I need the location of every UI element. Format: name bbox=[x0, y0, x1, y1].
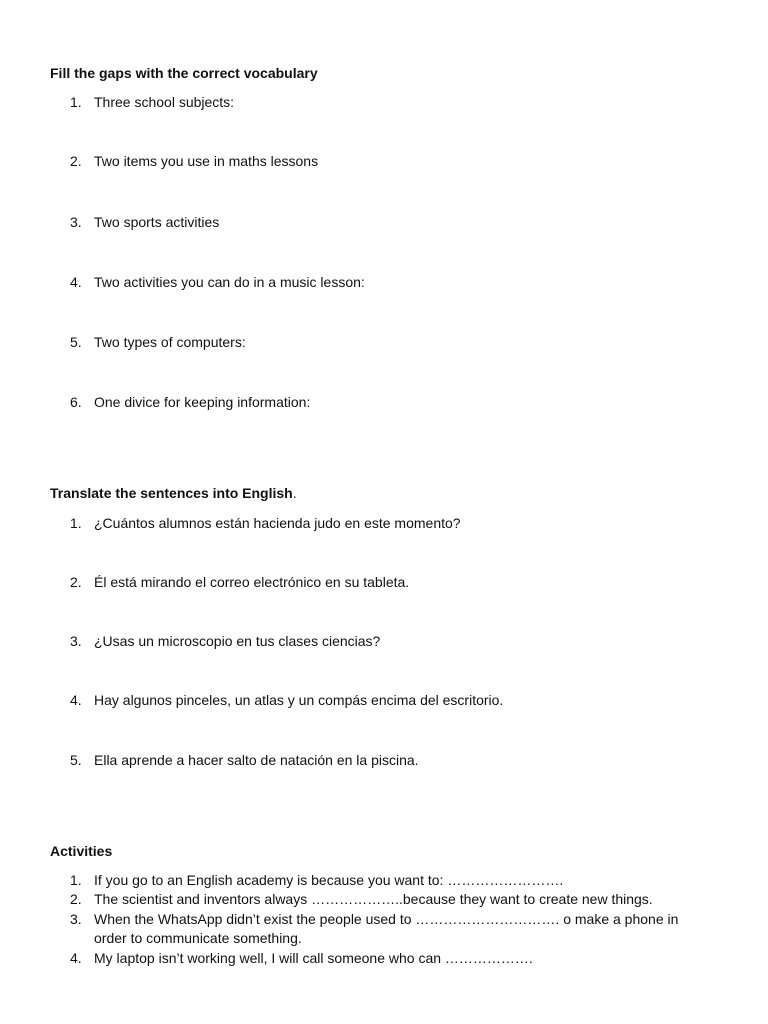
activities-item bbox=[70, 949, 730, 968]
item-number: 3. bbox=[70, 911, 82, 927]
item-number: 1. bbox=[70, 94, 82, 110]
vocabulary-item bbox=[70, 93, 730, 112]
item-text: Two sports activities bbox=[94, 214, 220, 230]
item-text: If you go to an English academy is because you want to: ……………………. bbox=[94, 872, 564, 888]
item-text: The scientist and inventors always ………………..because they want to create new things. bbox=[94, 891, 653, 907]
vocabulary-heading: Fill the gaps with the correct vocabulary bbox=[50, 65, 318, 81]
item-number: 3. bbox=[70, 633, 82, 649]
item-number: 2. bbox=[70, 574, 82, 590]
vocabulary-item bbox=[70, 333, 730, 352]
item-number: 2. bbox=[70, 891, 82, 907]
item-number: 4. bbox=[70, 950, 82, 966]
item-number: 3. bbox=[70, 214, 82, 230]
item-number: 2. bbox=[70, 153, 82, 169]
item-number: 5. bbox=[70, 334, 82, 350]
activities-heading: Activities bbox=[50, 843, 113, 859]
translate-item bbox=[70, 514, 730, 533]
translate-heading bbox=[50, 484, 297, 502]
item-number: 6. bbox=[70, 394, 82, 410]
vocabulary-item bbox=[70, 152, 730, 171]
translate-heading-text: Translate the sentences into English bbox=[50, 485, 293, 501]
item-text: Two activities you can do in a music lesson: bbox=[94, 274, 365, 290]
translate-heading-period: . bbox=[292, 485, 297, 501]
item-number: 1. bbox=[70, 515, 82, 531]
translate-item bbox=[70, 751, 730, 770]
item-number: 1. bbox=[70, 872, 82, 888]
item-number: 4. bbox=[70, 692, 82, 708]
item-text: When the WhatsApp didn’t exist the people used to …………………………. o make a phone in order to communicate something. bbox=[94, 911, 679, 946]
translate-item bbox=[70, 573, 730, 592]
activities-item bbox=[70, 890, 730, 909]
item-text: Ella aprende a hacer salto de natación en la piscina. bbox=[94, 752, 419, 768]
item-text: ¿Cuántos alumnos están hacienda judo en este momento? bbox=[94, 515, 461, 531]
activities-item bbox=[70, 910, 730, 948]
item-text: One divice for keeping information: bbox=[94, 394, 311, 410]
item-text: ¿Usas un microscopio en tus clases ciencias? bbox=[94, 633, 381, 649]
translate-item bbox=[70, 632, 730, 651]
item-number: 4. bbox=[70, 274, 82, 290]
item-number: 5. bbox=[70, 752, 82, 768]
vocabulary-item bbox=[70, 273, 730, 292]
item-text: Él está mirando el correo electrónico en su tableta. bbox=[94, 574, 410, 590]
item-text: Three school subjects: bbox=[94, 94, 235, 110]
activities-item bbox=[70, 871, 730, 890]
item-text: Two types of computers: bbox=[94, 334, 246, 350]
item-text: Hay algunos pinceles, un atlas y un compás encima del escritorio. bbox=[94, 692, 504, 708]
vocabulary-item bbox=[70, 213, 730, 232]
item-text: My laptop isn’t working well, I will call someone who can ………………. bbox=[94, 950, 533, 966]
item-text: Two items you use in maths lessons bbox=[94, 153, 319, 169]
translate-item bbox=[70, 691, 730, 710]
vocabulary-item bbox=[70, 393, 730, 412]
